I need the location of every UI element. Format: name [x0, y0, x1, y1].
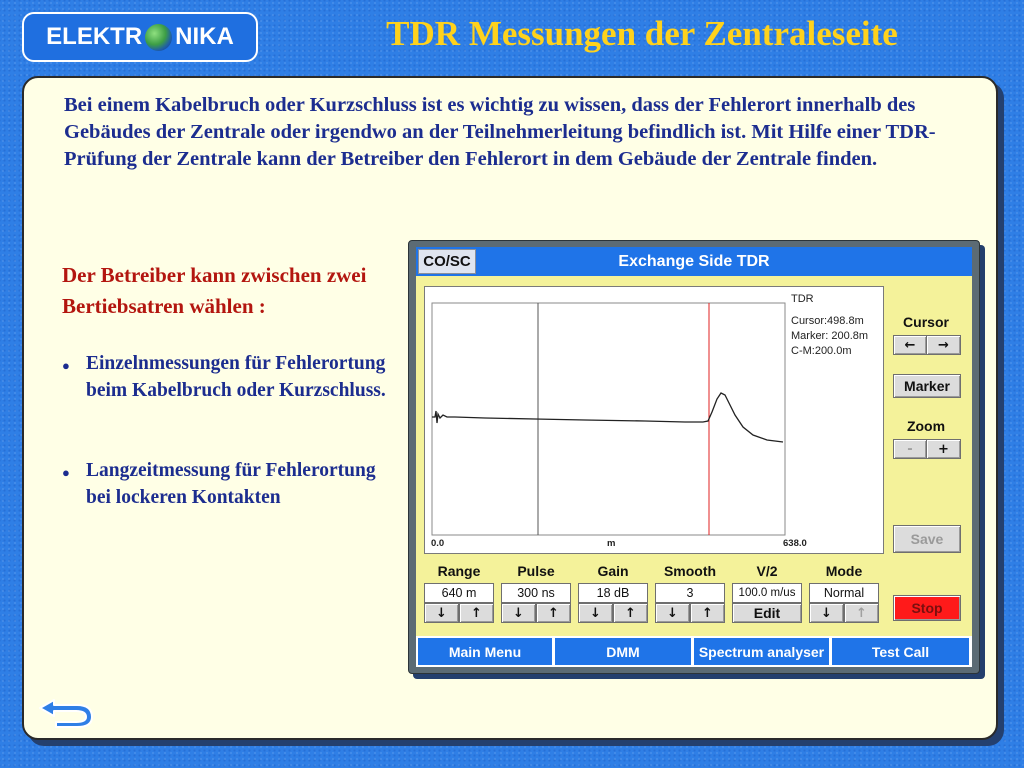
tdr-device-window	[408, 240, 980, 674]
dmm-button[interactable]: DMM	[555, 638, 691, 665]
globe-icon	[145, 24, 172, 51]
cursor-readout: Cursor:498.8m	[791, 315, 864, 327]
stop-button[interactable]: Stop	[893, 595, 961, 621]
bullet-dot: ●	[62, 358, 70, 373]
v2-label: V/2	[756, 563, 778, 579]
operator-heading: Der Betreiber kann zwischen zwei Bertiebsatren wählen :	[62, 263, 367, 318]
cursor-label: Cursor	[903, 314, 949, 330]
bullet-text: Einzelnmessungen für Fehlerortung beim Kabelbruch oder Kurzschluss.	[86, 353, 386, 401]
tdr-trace-line	[432, 393, 783, 442]
range-up-button[interactable]: ↑	[459, 603, 494, 623]
v2-value: 100.0 m/us	[732, 583, 802, 603]
bullet-item	[62, 457, 402, 511]
smooth-value: 3	[655, 583, 725, 603]
gain-value: 18 dB	[578, 583, 648, 603]
logo-text-left: ELEKTR	[46, 23, 143, 50]
tdr-device-screen	[416, 247, 972, 667]
zoom-label: Zoom	[906, 418, 946, 434]
marker-button[interactable]: Marker	[893, 374, 961, 398]
plot-frame	[432, 303, 785, 535]
mode-value: Normal	[809, 583, 879, 603]
trace-label: TDR	[791, 293, 814, 305]
spectrum-analyser-button[interactable]: Spectrum analyser	[694, 638, 829, 665]
elektronika-logo	[22, 12, 258, 62]
bullet-dot: ●	[62, 465, 70, 480]
range-down-button[interactable]: ↓	[424, 603, 459, 623]
pulse-up-button[interactable]: ↑	[536, 603, 571, 623]
logo-text-right: NIKA	[175, 23, 234, 50]
device-menu-bar	[416, 636, 972, 667]
bullet-text: Langzeitmessung für Fehlerortung bei lockeren Kontakten	[86, 460, 376, 508]
device-title-bar	[416, 247, 972, 276]
zoom-out-button[interactable]: -	[893, 439, 927, 459]
main-menu-button[interactable]: Main Menu	[418, 638, 552, 665]
smooth-up-button[interactable]: ↑	[690, 603, 725, 623]
zoom-in-button[interactable]: +	[926, 439, 961, 459]
x-axis-end: 638.0	[783, 538, 807, 549]
cm-readout: C-M:200.0m	[791, 345, 852, 357]
range-label: Range	[437, 563, 481, 579]
range-value: 640 m	[424, 583, 494, 603]
smooth-label: Smooth	[663, 563, 717, 579]
pulse-down-button[interactable]: ↓	[501, 603, 536, 623]
mode-up-button[interactable]: ↑	[844, 603, 879, 623]
x-axis-unit: m	[607, 538, 616, 549]
save-button[interactable]: Save	[893, 525, 961, 553]
v2-edit-button[interactable]: Edit	[732, 603, 802, 623]
smooth-down-button[interactable]: ↓	[655, 603, 690, 623]
gain-down-button[interactable]: ↓	[578, 603, 613, 623]
cursor-right-button[interactable]: →	[926, 335, 961, 355]
bullet-item	[62, 350, 402, 404]
x-axis-start: 0.0	[431, 538, 445, 549]
pulse-label: Pulse	[517, 563, 555, 579]
intro-paragraph: Bei einem Kabelbruch oder Kurzschluss ist es wichtig zu wissen, dass der Fehlerort innerhalb des Gebäudes der Zentrale oder irgendwo an der Teilnehmerleitung befindlich ist. Mit Hilfe einer TDR-Prüfung der Zentrale kann der Betreiber den Fehlerort in dem Gebäude der Zentrale finden.	[64, 94, 936, 170]
gain-label: Gain	[597, 563, 629, 579]
tdr-trace-plot	[424, 286, 884, 554]
gain-up-button[interactable]: ↑	[613, 603, 648, 623]
cosc-tab[interactable]: CO/SC	[418, 249, 476, 274]
test-call-button[interactable]: Test Call	[832, 638, 969, 665]
page-title: TDR Messungen der Zentraleseite	[386, 14, 898, 53]
mode-label: Mode	[825, 563, 863, 579]
cursor-left-button[interactable]: ←	[893, 335, 927, 355]
marker-readout: Marker: 200.8m	[791, 330, 869, 342]
mode-down-button[interactable]: ↓	[809, 603, 844, 623]
device-window-title: Exchange Side TDR	[618, 252, 770, 270]
pulse-value: 300 ns	[501, 583, 571, 603]
back-arrow-icon[interactable]	[36, 696, 96, 730]
